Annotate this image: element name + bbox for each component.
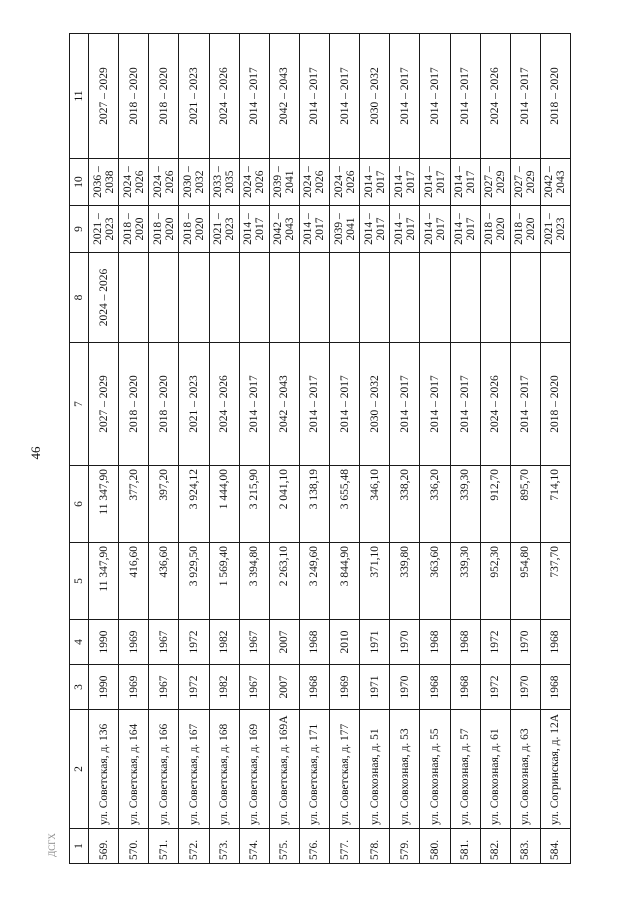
period-col7-cell: 2014 – 2017 (390, 343, 420, 466)
table-row (89, 34, 119, 864)
period-col8-cell: 2024 – 2026 (89, 253, 119, 343)
table-row (420, 34, 450, 864)
total-area-cell: 436,60 (149, 543, 179, 620)
table-row (239, 34, 269, 864)
period-col7-cell: 2014 – 2017 (510, 343, 540, 466)
period-col10-cell: 2027 – 2029 (480, 159, 510, 206)
period-col11-cell: 2018 – 2020 (149, 34, 179, 159)
period-col8-cell (179, 253, 209, 343)
living-area-cell: 3 655,48 (330, 466, 360, 543)
address-cell: ул. Совхозная, д. 63 (510, 710, 540, 829)
living-area-cell: 338,20 (390, 466, 420, 543)
total-area-cell: 339,80 (390, 543, 420, 620)
total-area-cell: 954,80 (510, 543, 540, 620)
column-header: 10 (70, 159, 89, 206)
year-built-cell: 1972 (480, 665, 510, 710)
living-area-cell: 11 347,90 (89, 466, 119, 543)
table-row (330, 34, 360, 864)
table-row (269, 34, 299, 864)
address-cell: ул. Советская, д. 168 (209, 710, 239, 829)
living-area-cell: 346,10 (360, 466, 390, 543)
period-col8-cell (119, 253, 149, 343)
year-built-cell: 1968 (299, 665, 329, 710)
period-col10-cell: 2027 – 2029 (510, 159, 540, 206)
period-col10-cell: 2024 – 2026 (239, 159, 269, 206)
column-header: 6 (70, 466, 89, 543)
total-area-cell: 2 263,10 (269, 543, 299, 620)
period-col9-cell: 2021 – 2023 (540, 206, 570, 253)
column-header: 3 (70, 665, 89, 710)
living-area-cell: 912,70 (480, 466, 510, 543)
period-col10-cell: 2033 – 2035 (209, 159, 239, 206)
period-col8-cell (540, 253, 570, 343)
period-col9-cell: 2014 – 2017 (299, 206, 329, 253)
period-col10-cell: 2042 – 2043 (540, 159, 570, 206)
rotated-table-container (69, 42, 571, 864)
period-col11-cell: 2024 – 2026 (480, 34, 510, 159)
period-col11-cell: 2014 – 2017 (299, 34, 329, 159)
column-header: 1 (70, 829, 89, 864)
year-built-cell: 1968 (540, 665, 570, 710)
period-col7-cell: 2014 – 2017 (299, 343, 329, 466)
period-col11-cell: 2018 – 2020 (119, 34, 149, 159)
period-col8-cell (269, 253, 299, 343)
period-col9-cell: 2018 – 2020 (510, 206, 540, 253)
column-header: 8 (70, 253, 89, 343)
living-area-cell: 336,20 (420, 466, 450, 543)
total-area-cell: 3 394,80 (239, 543, 269, 620)
period-col8-cell (420, 253, 450, 343)
period-col9-cell: 2039 – 2041 (330, 206, 360, 253)
table-row (119, 34, 149, 864)
period-col8-cell (299, 253, 329, 343)
period-col8-cell (510, 253, 540, 343)
period-col9-cell: 2014 – 2017 (390, 206, 420, 253)
table-row (450, 34, 480, 864)
period-col11-cell: 2014 – 2017 (239, 34, 269, 159)
period-col11-cell: 2024 – 2026 (209, 34, 239, 159)
table-row (510, 34, 540, 864)
living-area-cell: 2 041,10 (269, 466, 299, 543)
table-row (299, 34, 329, 864)
period-col7-cell: 2024 – 2026 (480, 343, 510, 466)
period-col11-cell: 2018 – 2020 (540, 34, 570, 159)
total-area-cell: 3 929,50 (179, 543, 209, 620)
period-col7-cell: 2042 – 2043 (269, 343, 299, 466)
address-cell: ул. Совхозная, д. 51 (360, 710, 390, 829)
period-col9-cell: 2018 – 2020 (119, 206, 149, 253)
table-row (149, 34, 179, 864)
period-col8-cell (149, 253, 179, 343)
year-commissioned-cell: 1970 (510, 620, 540, 665)
column-header: 11 (70, 34, 89, 159)
period-col10-cell: 2024 – 2026 (330, 159, 360, 206)
living-area-cell: 339,30 (450, 466, 480, 543)
column-header: 7 (70, 343, 89, 466)
year-commissioned-cell: 2010 (330, 620, 360, 665)
period-col9-cell: 2021 – 2023 (89, 206, 119, 253)
period-col10-cell: 2030 – 2032 (179, 159, 209, 206)
living-area-cell: 3 215,90 (239, 466, 269, 543)
year-built-cell: 1970 (390, 665, 420, 710)
year-built-cell: 1968 (420, 665, 450, 710)
year-commissioned-cell: 1972 (179, 620, 209, 665)
living-area-cell: 3 924,12 (179, 466, 209, 543)
year-built-cell: 1969 (330, 665, 360, 710)
period-col9-cell: 2018 – 2020 (480, 206, 510, 253)
period-col7-cell: 2018 – 2020 (149, 343, 179, 466)
column-header: 9 (70, 206, 89, 253)
period-col8-cell (450, 253, 480, 343)
living-area-cell: 714,10 (540, 466, 570, 543)
period-col11-cell: 2027 – 2029 (89, 34, 119, 159)
period-col8-cell (239, 253, 269, 343)
row-number-cell: 569. (89, 829, 119, 864)
year-commissioned-cell: 2007 (269, 620, 299, 665)
row-number-cell: 572. (179, 829, 209, 864)
table-row (209, 34, 239, 864)
period-col7-cell: 2027 – 2029 (89, 343, 119, 466)
total-area-cell: 371,10 (360, 543, 390, 620)
year-commissioned-cell: 1968 (450, 620, 480, 665)
scan-mark: ДСГХ (46, 833, 57, 857)
housing-registry-table (69, 33, 571, 864)
address-cell: ул. Согринская, д. 12А (540, 710, 570, 829)
page-number: 46 (28, 446, 43, 460)
period-col7-cell: 2014 – 2017 (450, 343, 480, 466)
address-cell: ул. Советская, д. 169 (239, 710, 269, 829)
period-col11-cell: 2021 – 2023 (179, 34, 209, 159)
living-area-cell: 895,70 (510, 466, 540, 543)
year-built-cell: 1971 (360, 665, 390, 710)
year-commissioned-cell: 1971 (360, 620, 390, 665)
row-number-cell: 582. (480, 829, 510, 864)
period-col9-cell: 2014 – 2017 (450, 206, 480, 253)
year-commissioned-cell: 1972 (480, 620, 510, 665)
year-built-cell: 1967 (239, 665, 269, 710)
period-col7-cell: 2014 – 2017 (330, 343, 360, 466)
year-built-cell: 1969 (119, 665, 149, 710)
period-col10-cell: 2014 – 2017 (360, 159, 390, 206)
period-col11-cell: 2030 – 2032 (360, 34, 390, 159)
year-built-cell: 1990 (89, 665, 119, 710)
row-number-cell: 574. (239, 829, 269, 864)
row-number-cell: 570. (119, 829, 149, 864)
address-cell: ул. Совхозная, д. 53 (390, 710, 420, 829)
period-col10-cell: 2014 – 2017 (420, 159, 450, 206)
row-number-cell: 573. (209, 829, 239, 864)
period-col11-cell: 2014 – 2017 (450, 34, 480, 159)
year-commissioned-cell: 1970 (390, 620, 420, 665)
row-number-cell: 581. (450, 829, 480, 864)
total-area-cell: 1 569,40 (209, 543, 239, 620)
row-number-cell: 577. (330, 829, 360, 864)
period-col11-cell: 2042 – 2043 (269, 34, 299, 159)
period-col9-cell: 2018 – 2020 (179, 206, 209, 253)
period-col10-cell: 2024 – 2026 (299, 159, 329, 206)
period-col9-cell: 2021 – 2023 (209, 206, 239, 253)
address-cell: ул. Советская, д. 169А (269, 710, 299, 829)
period-col7-cell: 2030 – 2032 (360, 343, 390, 466)
period-col11-cell: 2014 – 2017 (330, 34, 360, 159)
total-area-cell: 339,30 (450, 543, 480, 620)
period-col7-cell: 2014 – 2017 (239, 343, 269, 466)
total-area-cell: 737,70 (540, 543, 570, 620)
year-built-cell: 1967 (149, 665, 179, 710)
total-area-cell: 3 249,60 (299, 543, 329, 620)
period-col10-cell: 2024 – 2026 (119, 159, 149, 206)
period-col7-cell: 2018 – 2020 (119, 343, 149, 466)
column-header: 4 (70, 620, 89, 665)
living-area-cell: 377,20 (119, 466, 149, 543)
period-col10-cell: 2036 – 2038 (89, 159, 119, 206)
living-area-cell: 397,20 (149, 466, 179, 543)
period-col7-cell: 2018 – 2020 (540, 343, 570, 466)
year-commissioned-cell: 1967 (239, 620, 269, 665)
period-col11-cell: 2014 – 2017 (420, 34, 450, 159)
year-built-cell: 2007 (269, 665, 299, 710)
period-col9-cell: 2014 – 2017 (360, 206, 390, 253)
period-col7-cell: 2024 – 2026 (209, 343, 239, 466)
table-row (179, 34, 209, 864)
period-col9-cell: 2014 – 2017 (239, 206, 269, 253)
period-col11-cell: 2014 – 2017 (390, 34, 420, 159)
period-col8-cell (209, 253, 239, 343)
row-number-cell: 580. (420, 829, 450, 864)
living-area-cell: 3 138,19 (299, 466, 329, 543)
year-built-cell: 1972 (179, 665, 209, 710)
address-cell: ул. Советская, д. 167 (179, 710, 209, 829)
year-commissioned-cell: 1968 (299, 620, 329, 665)
header-row (70, 34, 89, 864)
period-col10-cell: 2024 – 2026 (149, 159, 179, 206)
year-built-cell: 1968 (450, 665, 480, 710)
living-area-cell: 1 444,00 (209, 466, 239, 543)
table-row (540, 34, 570, 864)
table-row (360, 34, 390, 864)
period-col8-cell (360, 253, 390, 343)
year-built-cell: 1970 (510, 665, 540, 710)
row-number-cell: 575. (269, 829, 299, 864)
total-area-cell: 363,60 (420, 543, 450, 620)
row-number-cell: 583. (510, 829, 540, 864)
table-row (480, 34, 510, 864)
table-row (390, 34, 420, 864)
year-commissioned-cell: 1967 (149, 620, 179, 665)
year-built-cell: 1982 (209, 665, 239, 710)
total-area-cell: 416,60 (119, 543, 149, 620)
row-number-cell: 576. (299, 829, 329, 864)
period-col9-cell: 2014 – 2017 (420, 206, 450, 253)
period-col8-cell (480, 253, 510, 343)
period-col10-cell: 2039 – 2041 (269, 159, 299, 206)
address-cell: ул. Советская, д. 136 (89, 710, 119, 829)
total-area-cell: 3 844,90 (330, 543, 360, 620)
period-col9-cell: 2018 – 2020 (149, 206, 179, 253)
address-cell: ул. Советская, д. 177 (330, 710, 360, 829)
row-number-cell: 571. (149, 829, 179, 864)
address-cell: ул. Совхозная, д. 57 (450, 710, 480, 829)
address-cell: ул. Совхозная, д. 55 (420, 710, 450, 829)
row-number-cell: 578. (360, 829, 390, 864)
period-col8-cell (330, 253, 360, 343)
period-col7-cell: 2021 – 2023 (179, 343, 209, 466)
total-area-cell: 11 347,90 (89, 543, 119, 620)
year-commissioned-cell: 1990 (89, 620, 119, 665)
year-commissioned-cell: 1968 (540, 620, 570, 665)
column-header: 2 (70, 710, 89, 829)
table-body (89, 34, 571, 864)
total-area-cell: 952,30 (480, 543, 510, 620)
period-col8-cell (390, 253, 420, 343)
period-col11-cell: 2014 – 2017 (510, 34, 540, 159)
period-col10-cell: 2014 – 2017 (450, 159, 480, 206)
address-cell: ул. Совхозная, д. 61 (480, 710, 510, 829)
period-col10-cell: 2014 – 2017 (390, 159, 420, 206)
year-commissioned-cell: 1968 (420, 620, 450, 665)
year-commissioned-cell: 1969 (119, 620, 149, 665)
period-col9-cell: 2042 – 2043 (269, 206, 299, 253)
row-number-cell: 579. (390, 829, 420, 864)
row-number-cell: 584. (540, 829, 570, 864)
year-commissioned-cell: 1982 (209, 620, 239, 665)
period-col7-cell: 2014 – 2017 (420, 343, 450, 466)
address-cell: ул. Советская, д. 166 (149, 710, 179, 829)
address-cell: ул. Советская, д. 164 (119, 710, 149, 829)
column-header: 5 (70, 543, 89, 620)
address-cell: ул. Советская, д. 171 (299, 710, 329, 829)
